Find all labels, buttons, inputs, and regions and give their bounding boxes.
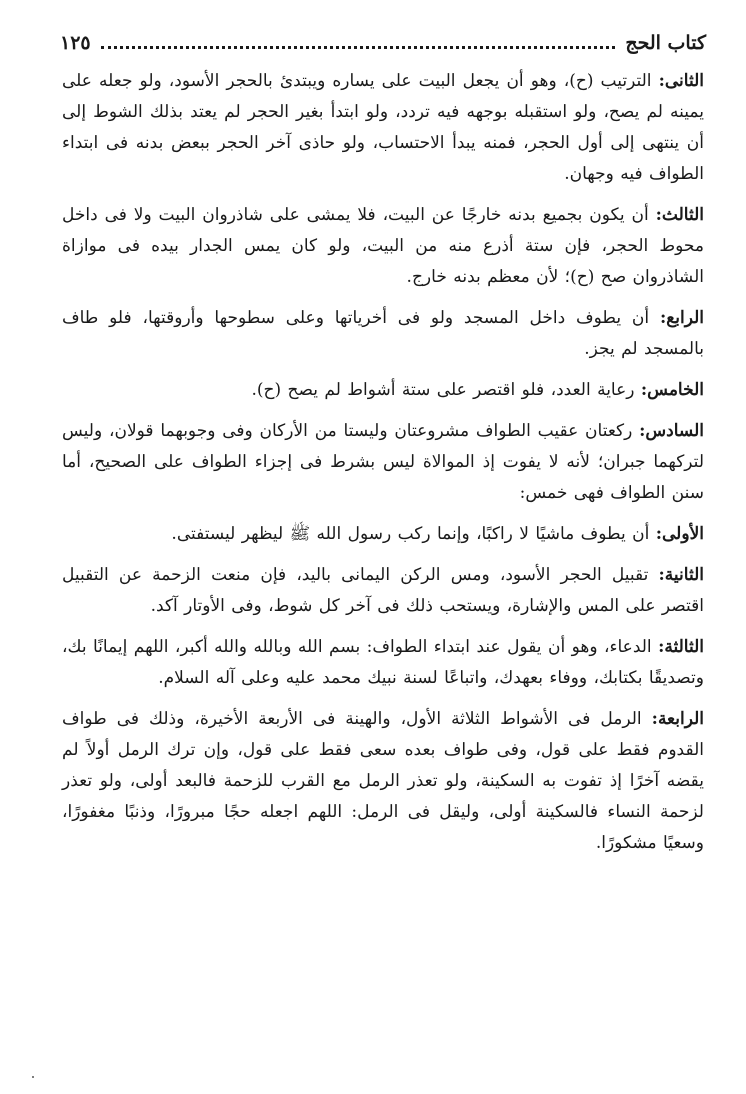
paragraph-gap (60, 293, 706, 303)
paragraph-third (60, 200, 706, 293)
paragraph-text: تقبيل الحجر الأسود، ومس الركن اليمانى باليد، فإن منعت الزحمة عن التقبيل اقتصر على المس والإشارة، ويستحب ذلك فى آخر كل شوط، وفى الأوتار آكد. (62, 565, 704, 616)
paragraph-text: ركعتان عقيب الطواف مشروعتان وليستا من الأركان وفى وجوبهما قولان، وليس لتركهما جبران؛ لأنه لا يفوت إذ الموالاة ليس بشرط فى إجزاء الطواف على الصحيح، أما سنن الطواف فهى خمس: (62, 421, 704, 503)
paragraph-text: الدعاء، وهو أن يقول عند ابتداء الطواف: بسم الله وبالله والله أكبر، اللهم إيمانًا بك، وتصديقًا بكتابك، ووفاء بعهدك، واتباعًا لسنة نبيك محمد عليه وعلى آله السلام. (62, 637, 704, 688)
paragraph-text: الترتيب (ح)، وهو أن يجعل البيت على يساره ويبتدئ بالحجر الأسود، ولو جعله على يمينه لم يصح، ولو استقبله بوجهه فيه تردد، ولو ابتدأ بغير الحجر لم يعتد بذلك الشوط إلى أن ينتهى إلى أول الحجر، فمنه يبدأ الاحتساب، ولو حاذى آخر الحجر ببعض بدنه فى ابتداء الطواف فيه وجهان. (62, 71, 704, 184)
paragraph-heading: الرابع: (659, 308, 704, 328)
paragraph-gap (60, 550, 706, 560)
paragraph-fifth (60, 375, 706, 406)
document-page (60, 28, 706, 859)
paragraph-gap (60, 509, 706, 519)
paragraph-heading: الرابعة: (651, 709, 704, 729)
scan-speck (32, 1076, 34, 1078)
paragraph-sunna-fourth (60, 704, 706, 859)
paragraph-text: الرمل فى الأشواط الثلاثة الأول، والهينة فى الأربعة الأخيرة، وذلك فى طواف القدوم فقط على قول، وفى طواف بعده سعى فقط على قول، وإن ترك الرمل أولاً لم يقضه آخرًا إذ تفوت به السكينة، ولو تعذر الرمل مع القرب للزحمة فالبعد أولى، ولو تعذر لزحمة النساء فالسكينة أولى، وليقل فى الرمل: اللهم اجعله حجًا مبرورًا، وذنبًا مغفورًا، وسعيًا مشكورًا. (62, 709, 704, 853)
paragraph-sunna-third (60, 632, 706, 694)
book-title: كتاب الحج (625, 32, 706, 54)
paragraph-second (60, 66, 706, 190)
paragraph-gap (60, 622, 706, 632)
paragraph-text: رعاية العدد، فلو اقتصر على ستة أشواط لم يصح (ح). (251, 380, 641, 400)
paragraph-fourth (60, 303, 706, 365)
paragraph-sixth (60, 416, 706, 509)
paragraph-gap (60, 406, 706, 416)
page-number: ١٢٥ (60, 32, 91, 54)
paragraph-text: أن يطوف داخل المسجد ولو فى أخرياتها وعلى سطوحها وأروقتها، فلو طاف بالمسجد لم يجز. (62, 308, 704, 359)
paragraph-heading: الأولى: (655, 524, 704, 544)
paragraph-heading: الثانى: (658, 71, 704, 91)
paragraph-heading: السادس: (639, 421, 704, 441)
paragraph-heading: الثالث: (655, 205, 704, 225)
paragraph-gap (60, 365, 706, 375)
running-header (60, 28, 706, 58)
paragraph-gap (60, 694, 706, 704)
header-leader-dots (101, 46, 616, 49)
paragraph-heading: الخامس: (640, 380, 704, 400)
paragraph-text: أن يكون بجميع بدنه خارجًا عن البيت، فلا يمشى على شاذروان البيت ولا فى داخل محوط الحجر، فإن ستة أذرع منه من البيت، ولو كان يمس الجدار بيده فى موازاة الشاذروان صح (ح)؛ لأن معظم بدنه خارج. (62, 205, 704, 287)
paragraph-heading: الثالثة: (658, 637, 704, 657)
paragraph-text: أن يطوف ماشيًا لا راكبًا، وإنما ركب رسول الله ﷺ ليظهر ليستفتى. (171, 524, 656, 544)
paragraph-heading: الثانية: (658, 565, 704, 585)
paragraph-gap (60, 190, 706, 200)
paragraph-sunna-first (60, 519, 706, 550)
paragraph-sunna-second (60, 560, 706, 622)
